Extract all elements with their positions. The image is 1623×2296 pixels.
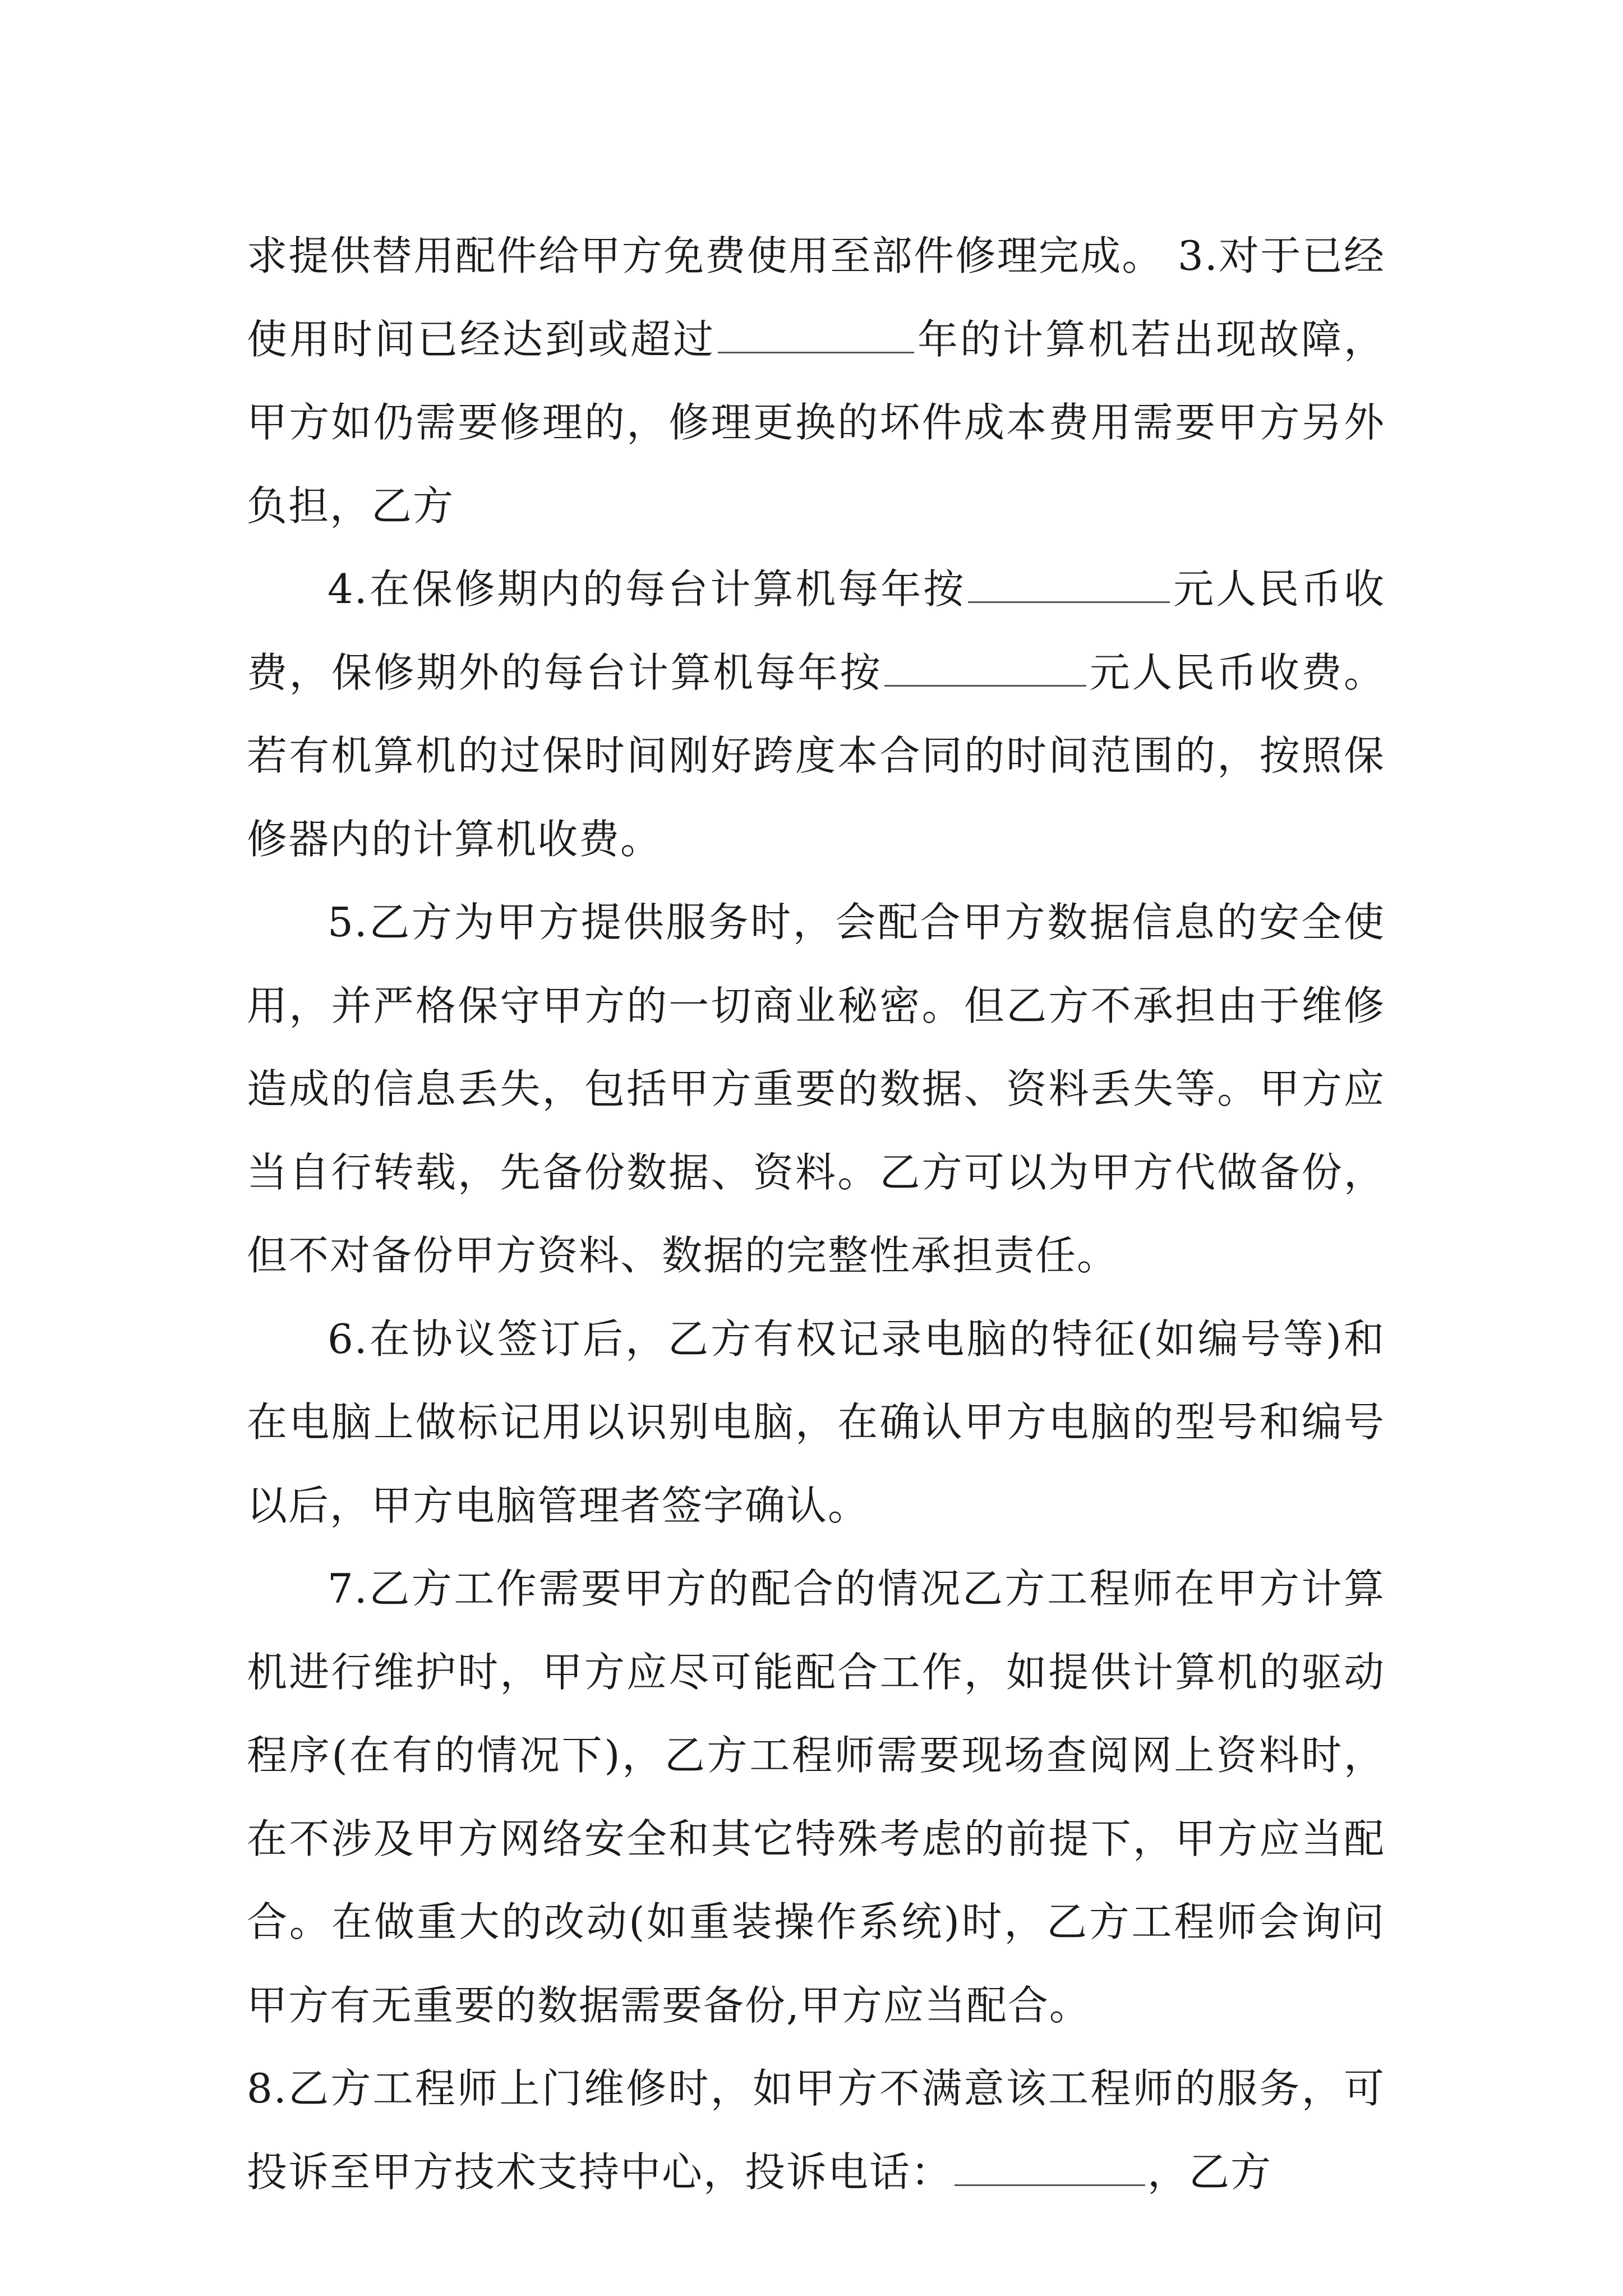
paragraph-clause-6: 6.在协议签订后，乙方有权记录电脑的特征(如编号等)和在电脑上做标记用以识别电脑，在确认甲方电脑的型号和编号以后，甲方电脑管理者签字确认。 (247, 1315, 1385, 1529)
clause-4-text: 4.在保修期内的每台计算机每年按 (328, 565, 966, 613)
clause-4-text-continued: 元人民币收费。若有机算机的过保时间刚好跨度本合同的时间范围的，按照保修器内的计算机收费。 (247, 648, 1385, 863)
document-body (247, 214, 1385, 2214)
blank-in-warranty-fee-field (968, 570, 1170, 603)
clause-8-text-continued: ，乙方 (1147, 2148, 1272, 2196)
clause-4-text-middle: 元人民币收费，保修期外的每台计算机每年按 (247, 565, 1385, 696)
paragraph-clause-4 (247, 547, 1385, 881)
clause-8-text: 8.乙方工程师上门维修时，如甲方不满意该工程师的服务，可投诉至甲方技术支持中心，投诉电话： (247, 2065, 1385, 2196)
clause-3-text: 求提供替用配件给甲方免费使用至部件修理完成。 3.对于已经使用时间已经达到或超过 (247, 232, 1385, 363)
blank-out-of-warranty-fee-field (884, 654, 1086, 687)
paragraph-clause-7: 7.乙方工作需要甲方的配合的情况乙方工程师在甲方计算机进行维护时，甲方应尽可能配合工作，如提供计算机的驱动程序(在有的情况下)，乙方工程师需要现场查阅网上资料时，在不涉及甲方网络安全和其它特殊考虑的前提下，甲方应当配合。在做重大的改动(如重装操作系统)时，乙方工程师会询问甲方有无重要的数据需要备份,甲方应当配合。 (247, 1565, 1385, 2029)
paragraph-clause-3 (247, 214, 1385, 547)
paragraph-clause-5: 5.乙方为甲方提供服务时，会配合甲方数据信息的安全使用，并严格保守甲方的一切商业秘密。但乙方不承担由于维修造成的信息丢失，包括甲方重要的数据、资料丢失等。甲方应当自行转载，先备份数据、资料。乙方可以为甲方代做备份，但不对备份甲方资料、数据的完整性承担责任。 (247, 899, 1385, 1279)
clause-3-text-continued: 年的计算机若出现故障，甲方如仍需要修理的，修理更换的坏件成本费用需要甲方另外负担，乙方 (247, 315, 1385, 530)
blank-complaint-phone-field (955, 2153, 1145, 2186)
blank-years-field (718, 320, 914, 353)
paragraph-clause-8 (247, 2047, 1385, 2214)
